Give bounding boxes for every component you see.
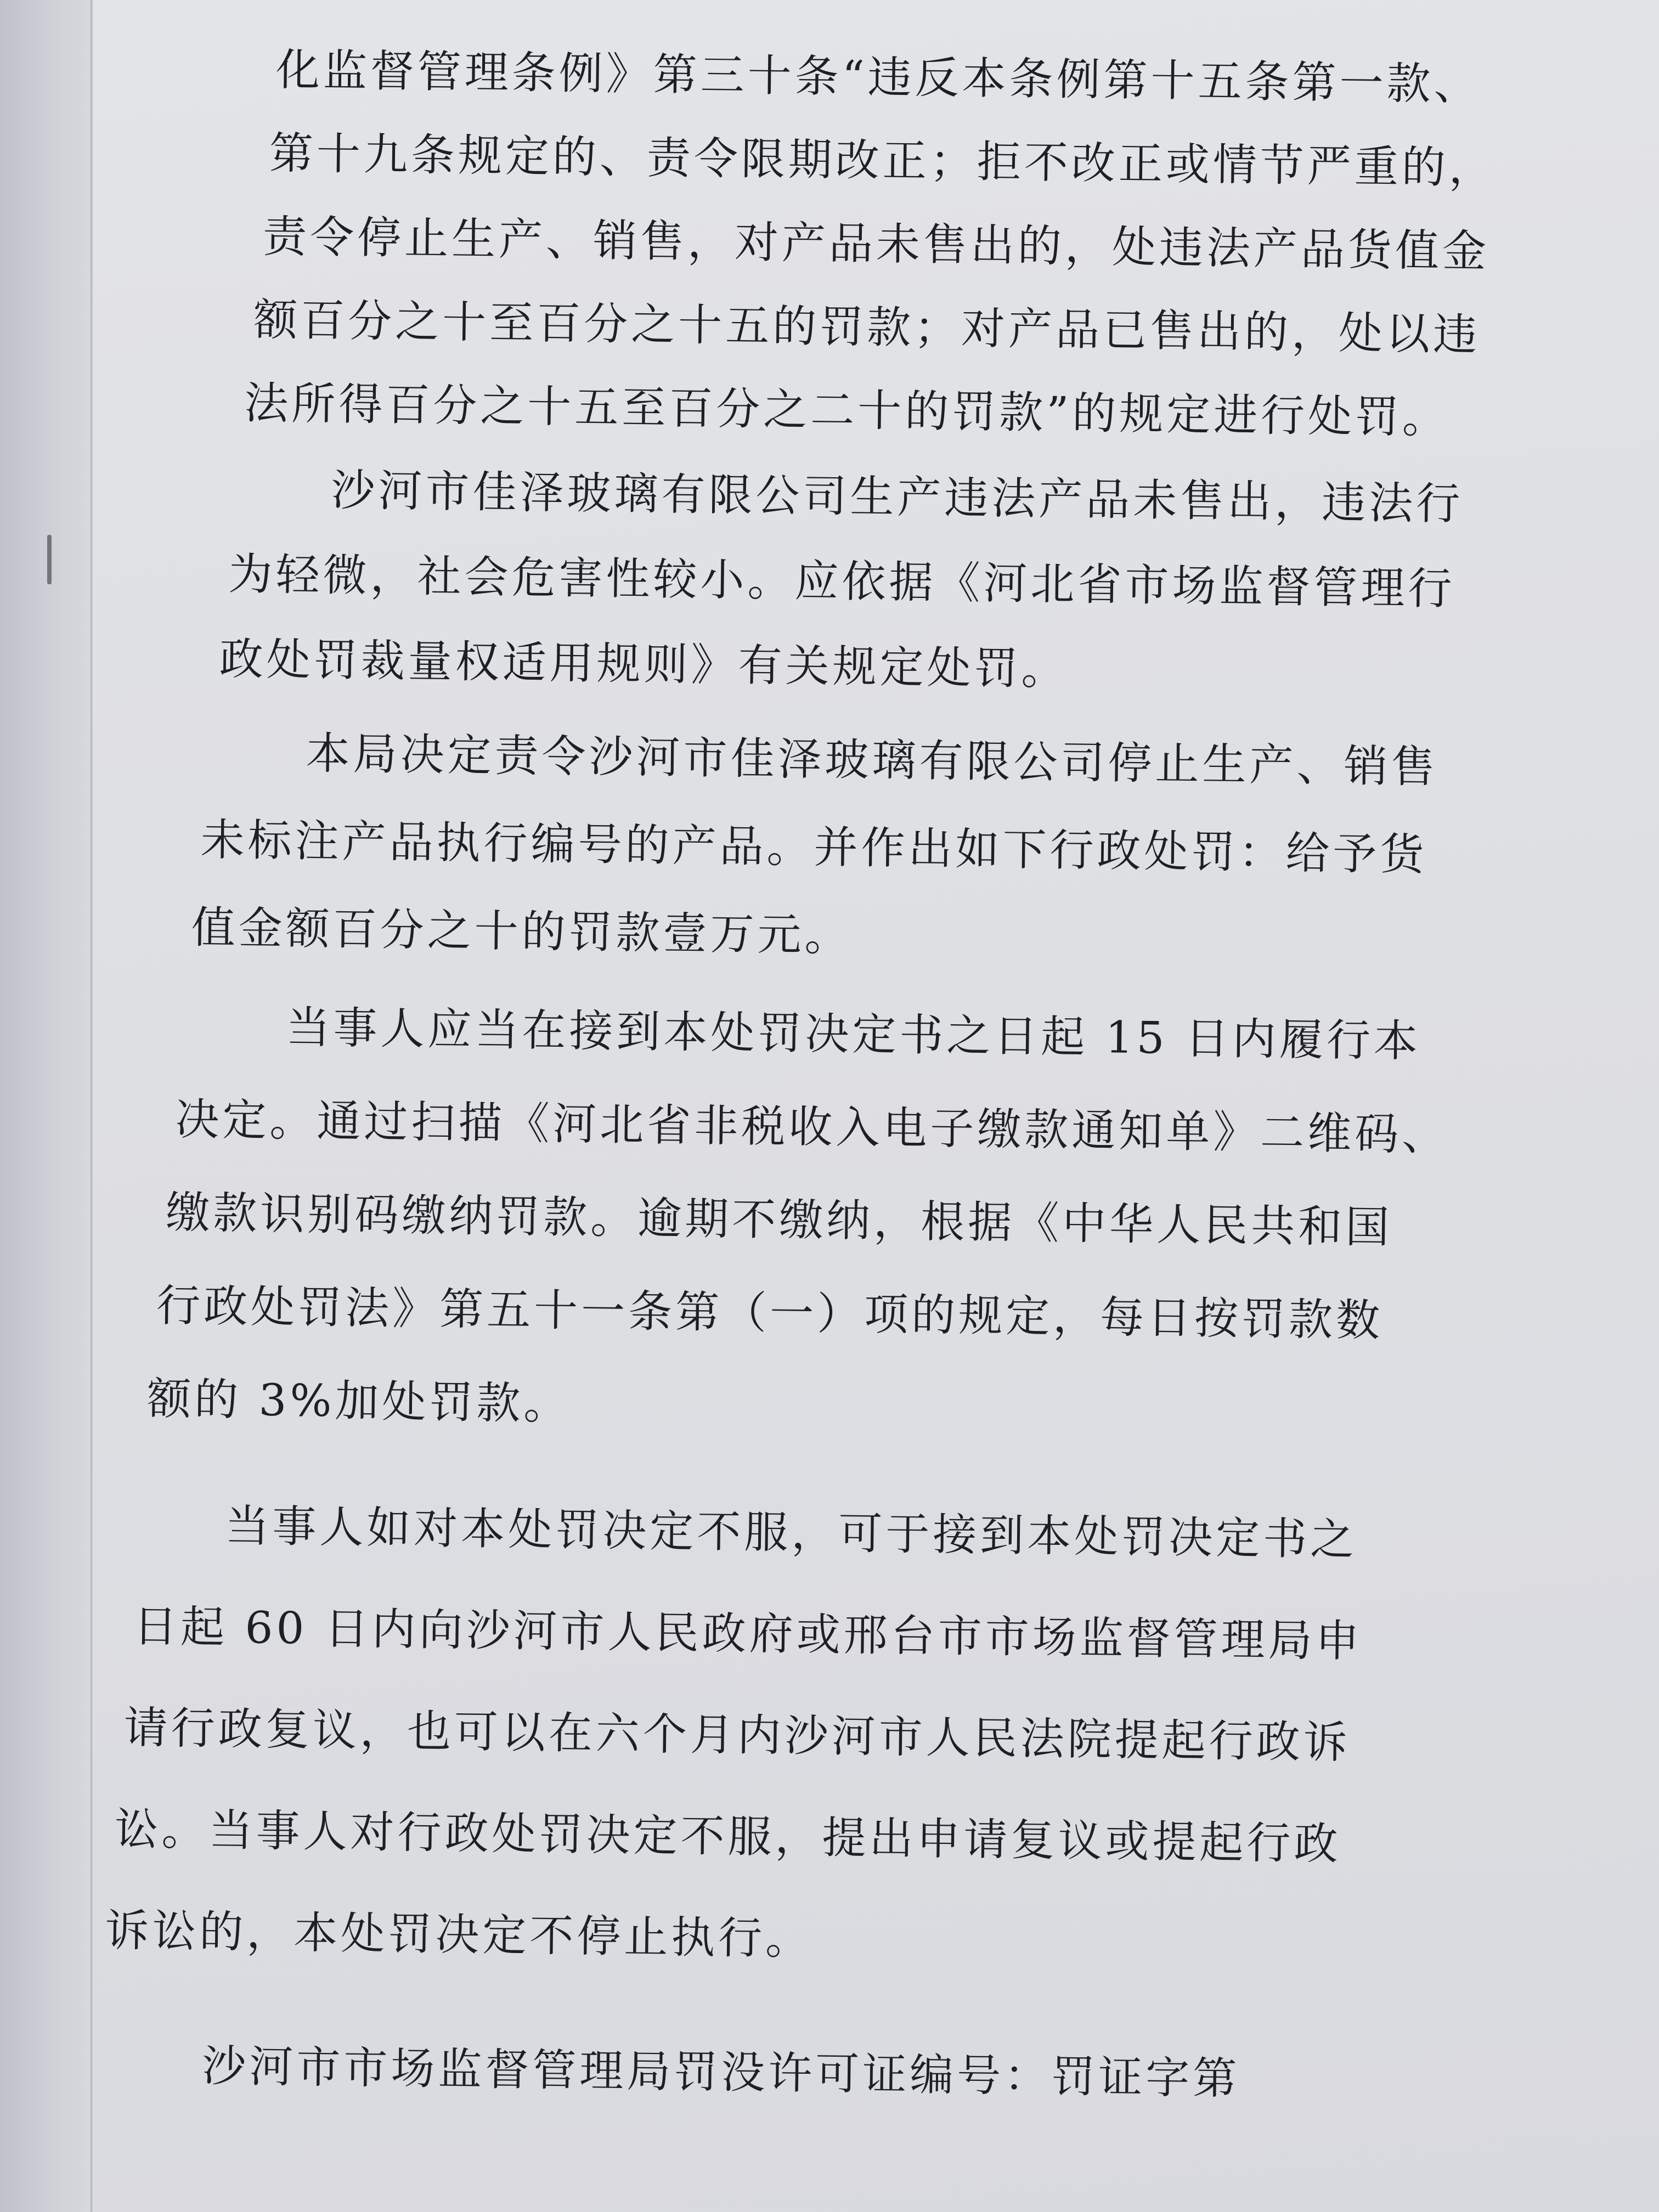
text-line: 为轻微，社会危害性较小。应依据《河北省市场监督管理行: [228, 548, 1455, 615]
text-line: 额的 3%加处罚款。: [146, 1373, 572, 1430]
text-line: 第十九条规定的、责令限期改正；拒不改正或情节严重的，: [269, 127, 1497, 194]
text-line: 沙河市佳泽玻璃有限公司生产违法产品未售出，违法行: [330, 464, 1464, 530]
text-line: 当事人应当在接到本处罚决定书之日起 15 日内履行本: [285, 1002, 1421, 1067]
text-line: 沙河市市场监督管理局罚没许可证编号：罚证字第: [201, 2040, 1240, 2104]
text-line: 本局决定责令沙河市佳泽玻璃有限公司停止生产、销售: [306, 727, 1439, 793]
text-line: 值金额百分之十的罚款壹万元。: [191, 901, 853, 961]
text-line: 请行政复议，也可以在六个月内沙河市人民法院提起行政诉: [123, 1702, 1351, 1768]
text-line: 未标注产品执行编号的产品。并作出如下行政处罚：给予货: [200, 814, 1428, 881]
text-line: 当事人如对本处罚决定不服，可于接到本处罚决定书之: [224, 1500, 1358, 1565]
text-line: 责令停止生产、销售，对产品未售出的，处违法产品货值金: [262, 211, 1490, 277]
text-line: 政处罚裁量权适用规则》有关规定处罚。: [219, 633, 1069, 695]
text-line: 讼。当事人对行政处罚决定不服，提出申请复议或提起行政: [114, 1803, 1342, 1870]
text-line: 额百分之十至百分之十五的罚款；对产品已售出的，处以违: [253, 294, 1481, 360]
text-line: 缴款识别码缴纳罚款。逾期不缴纳，根据《中华人民共和国: [165, 1187, 1393, 1253]
text-line: 诉讼的，本处罚决定不停止执行。: [104, 1905, 813, 1965]
text-line: 日起 60 日内向沙河市人民政府或邢台市市场监督管理局申: [133, 1600, 1363, 1667]
text-line: 决定。通过扫描《河北省非税收入电子缴款通知单》二维码、: [174, 1093, 1449, 1160]
text-line: 化监督管理条例》第三十条“违反本条例第十五条第一款、: [275, 44, 1482, 110]
text-line: 法所得百分之十五至百分之二十的罚款”的规定进行处罚。: [244, 377, 1450, 443]
text-line: 行政处罚法》第五十一条第（一）项的规定，每日按罚款数: [156, 1280, 1384, 1346]
